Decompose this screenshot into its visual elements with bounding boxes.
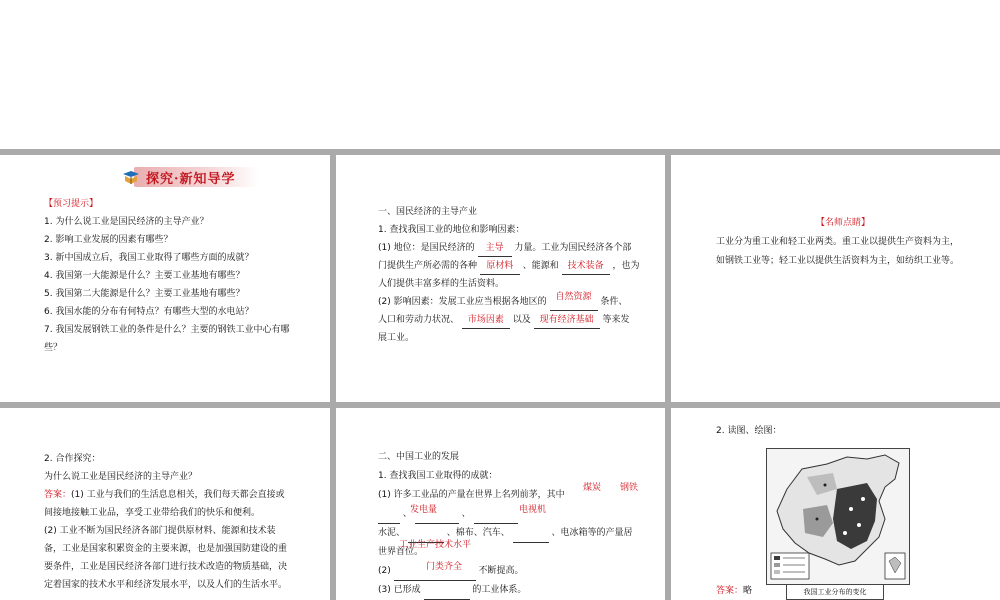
column-divider-right-top [665,149,671,408]
answer-blank [550,292,598,311]
status-line: (1) 地位：是国民经济的 主导 力量。工业为国民经济各个部 [378,239,640,257]
question-5: 5. 我国第二大能源是什么？主要工业基地有哪些？ [44,289,245,299]
preview-panel [44,195,289,357]
map-heading: 2. 读图、绘图： [716,426,782,436]
answer-fadianliang: 发电量 [410,505,438,515]
tips-line-2: 如钢铁工业等；轻工业以提供生活资料为主，如纺织工业等。 [716,256,960,266]
middle-divider [0,402,1000,408]
map-graphic [767,449,909,584]
sub-heading: 1. 查找我国工业取得的成就： [378,471,498,481]
products-line-2: 水泥、 、棉布、汽车、 、电冰箱等的产量居 [378,524,633,543]
inquiry-question: 为什么说工业是国民经济的主导产业？ [44,472,198,482]
answer-line-4: 备，工业是国家积累资金的主要来源，也是加强国防建设的重 [44,544,288,554]
answer-xianyoujingjijichu: 现有经济基础 [539,315,594,325]
system-line: (3) 已形成 的工业体系。 [378,581,633,600]
section-banner [120,163,260,189]
tips-line-1: 工业分为重工业和轻工业两类。重工业以提供生产资料为主， [716,237,960,247]
question-6: 6. 我国水能的分布有何特点？有哪些大型的水电站？ [44,307,254,317]
technology-line: (2) 不断提高。 [378,562,633,581]
question-7-cont: 些？ [44,343,63,353]
world-first-line: 世界首位。 [378,547,424,557]
living-materials-line: 人们提供丰富多样的生活资料。 [378,279,505,289]
answer-zhudao: 主导 [485,243,504,253]
book-icon [122,169,140,189]
answer-blank [478,243,512,257]
industry-development-panel [378,448,633,600]
answer-line-6: 定着国家的技术水平和经济发展水平，以及人们的生活水平。 [44,580,288,590]
question-3: 3. 新中国成立后，我国工业取得了哪些方面的成就？ [44,253,254,263]
answer-line-2: 间接地接触工业品，享受工业带给我们的快乐和便利。 [44,508,261,518]
section-heading: 一、国民经济的主导产业 [378,207,478,217]
answer-ziranziyuan: 自然资源 [555,292,592,302]
column-divider-left-top [330,149,336,408]
question-1: 1. 为什么说工业是国民经济的主导产业？ [44,217,209,227]
answer-line-1: 答案：(1) 工业与我们的生活息息相关，我们每天都会直接或 [44,490,285,500]
products-line-1: 、 、 [378,505,633,524]
tips-title: 【名师点睛】 [816,218,871,228]
top-divider [0,149,1000,155]
answer-blank [513,529,549,543]
answer-yuancailiao: 原材料 [486,261,514,271]
answer-gangtie: 钢铁 [620,483,639,493]
map-answer: 答案：略 [716,586,753,596]
question-7: 7. 我国发展钢铁工业的条件是什么？主要的钢铁工业中心有哪 [44,325,290,335]
answer-dianshiji: 电视机 [519,505,547,515]
answer-blank [474,510,518,524]
inquiry-heading: 2. 合作探究： [44,454,101,464]
develop-line: 展工业。 [378,333,415,343]
banner-title: 探究·新知导学 [146,172,236,187]
map-caption: 我国工业分布的变化 [786,584,884,600]
labor-line: 人口和劳动力状况、 市场因素 以及 现有经济基础 等来发 [378,311,640,329]
answer-shichangyinsu: 市场因素 [467,315,504,325]
column-divider-right-bottom [665,402,671,600]
teacher-tips-panel [716,214,959,271]
map-panel [716,422,781,440]
question-2: 2. 影响工业发展的因素有哪些？ [44,235,173,245]
answer-line-3: (2) 工业不断为国民经济各部门提供原材料、能源和技术装 [44,526,276,536]
answer-blank [424,586,470,600]
answer-blank [378,510,400,524]
answer-meitan: 煤炭 [583,483,602,493]
factors-line: (2) 影响因素：发展工业应当根据各地区的 自然资源 条件、 [378,293,640,311]
answer-blank [534,315,600,329]
answer-label: 答案： [44,490,72,500]
answer-line-5: 要条件，工业是国民经济各部门进行技术改造的物质基础，决 [44,562,288,572]
preview-title: 【预习提示】 [44,199,99,209]
answer-label: 答案： [716,586,744,596]
china-industry-map [766,448,910,585]
supply-line: 门提供生产所必需的各种 原材料 、能源和 技术装备 ，也为 [378,257,640,275]
question-4: 4. 我国第一大能源是什么？主要工业基地有哪些？ [44,271,245,281]
sub-heading: 1. 查找我国工业的地位和影响因素： [378,225,525,235]
answer-blank [562,261,610,275]
answer-jishushuiping: 工业生产技术水平 [399,540,472,550]
section-heading: 二、中国工业的发展 [378,452,460,462]
answer-menleiqiquan: 门类齐全 [426,562,463,572]
answer-jishuzhuangbei: 技术装备 [567,261,604,271]
achievement-line: (1) 许多工业品的产量在世界上名列前茅，其中 [378,490,565,500]
cooperative-inquiry-panel [44,450,287,594]
column-divider-left-bottom [330,402,336,600]
answer-blank [480,261,520,275]
answer-blank [462,315,510,329]
leading-industry-panel [378,203,640,347]
